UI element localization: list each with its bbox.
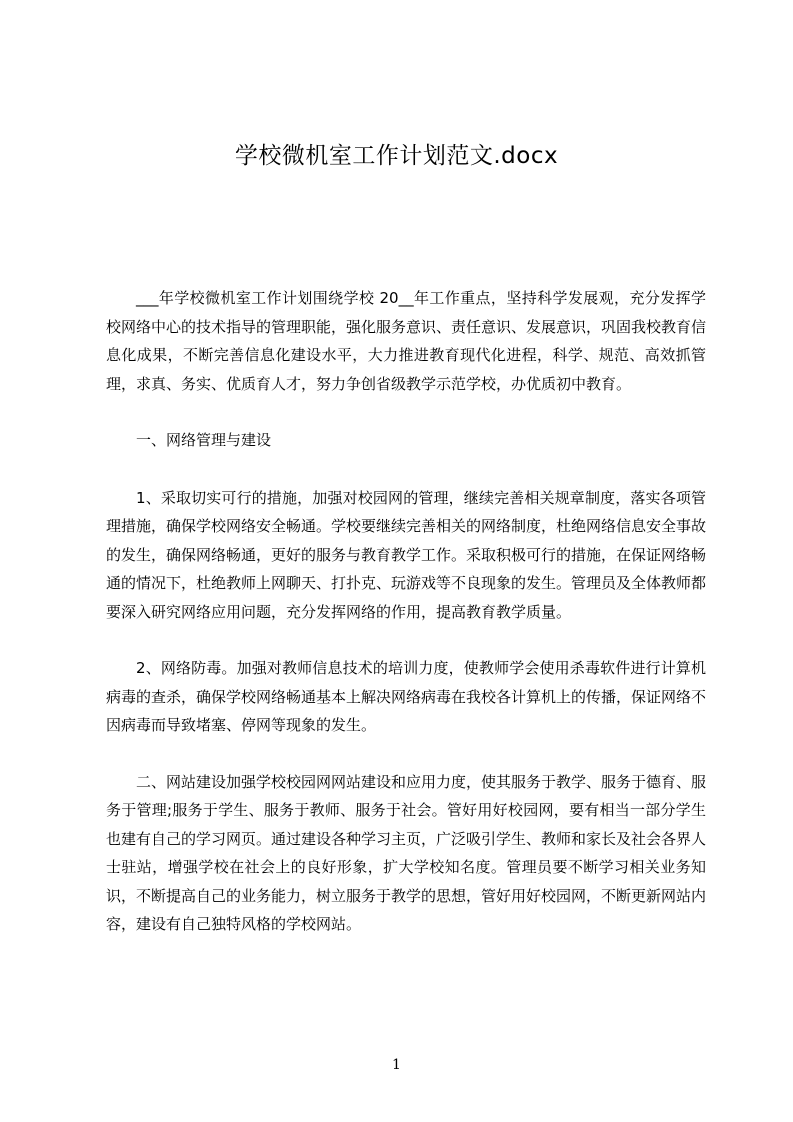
paragraph-antivirus: 2、网络防毒。加强对教师信息技术的培训力度，使教师学会使用杀毒软件进行计算机病毒的查杀，确保学校网络畅通基本上解决网络病毒在我校各计算机上的传播，保证网络不因病毒而导致堵塞、停网等现象的发生。 bbox=[106, 659, 707, 734]
page-number: 1 bbox=[392, 1057, 401, 1073]
document-title: 学校微机室工作计划范文.docx bbox=[234, 143, 559, 169]
paragraph-website-building: 二、网站建设加强学校校园网网站建设和应用力度，使其服务于教学、服务于德育、服务于管理;服务于学生、服务于教师、服务于社会。管好用好校园网，要有相当一部分学生也建有自己的学习网页。通过建设各种学习主页，广泛吸引学生、教师和家长及社会各界人士驻站，增强学校在社会上的良好形象，扩大学校知名度。管理员要不断学习相关业务知识，不断提高自己的业务能力，树立服务于教学的思想，管好用好校园网，不断更新网站内容，建设有自己独特风格的学校网站。 bbox=[106, 772, 707, 933]
section-heading-network: 一、网络管理与建设 bbox=[136, 431, 272, 449]
paragraph-network-management: 1、采取切实可行的措施，加强对校园网的管理，继续完善相关规章制度，落实各项管理措施，确保学校网络安全畅通。学校要继续完善相关的网络制度，杜绝网络信息安全事故的发生，确保网络畅通，更好的服务与教育教学工作。采取积极可行的措施，在保证网络畅通的情况下，杜绝教师上网聊天、打扑克、玩游戏等不良现象的发生。管理员及全体教师都要深入研究网络应用问题，充分发挥网络的作用，提高教育教学质量。 bbox=[106, 488, 707, 621]
document-body bbox=[106, 284, 706, 967]
intro-paragraph: ___年学校微机室工作计划围绕学校 20__年工作重点，坚持科学发展观，充分发挥学校网络中心的技术指导的管理职能，强化服务意识、责任意识、发展意识，巩固我校教育信息化成果，不断完善信息化建设水平，大力推进教育现代化进程，科学、规范、高效抓管理，求真、务实、优质育人才，努力争创省级教学示范学校，办优质初中教育。 bbox=[106, 289, 707, 393]
